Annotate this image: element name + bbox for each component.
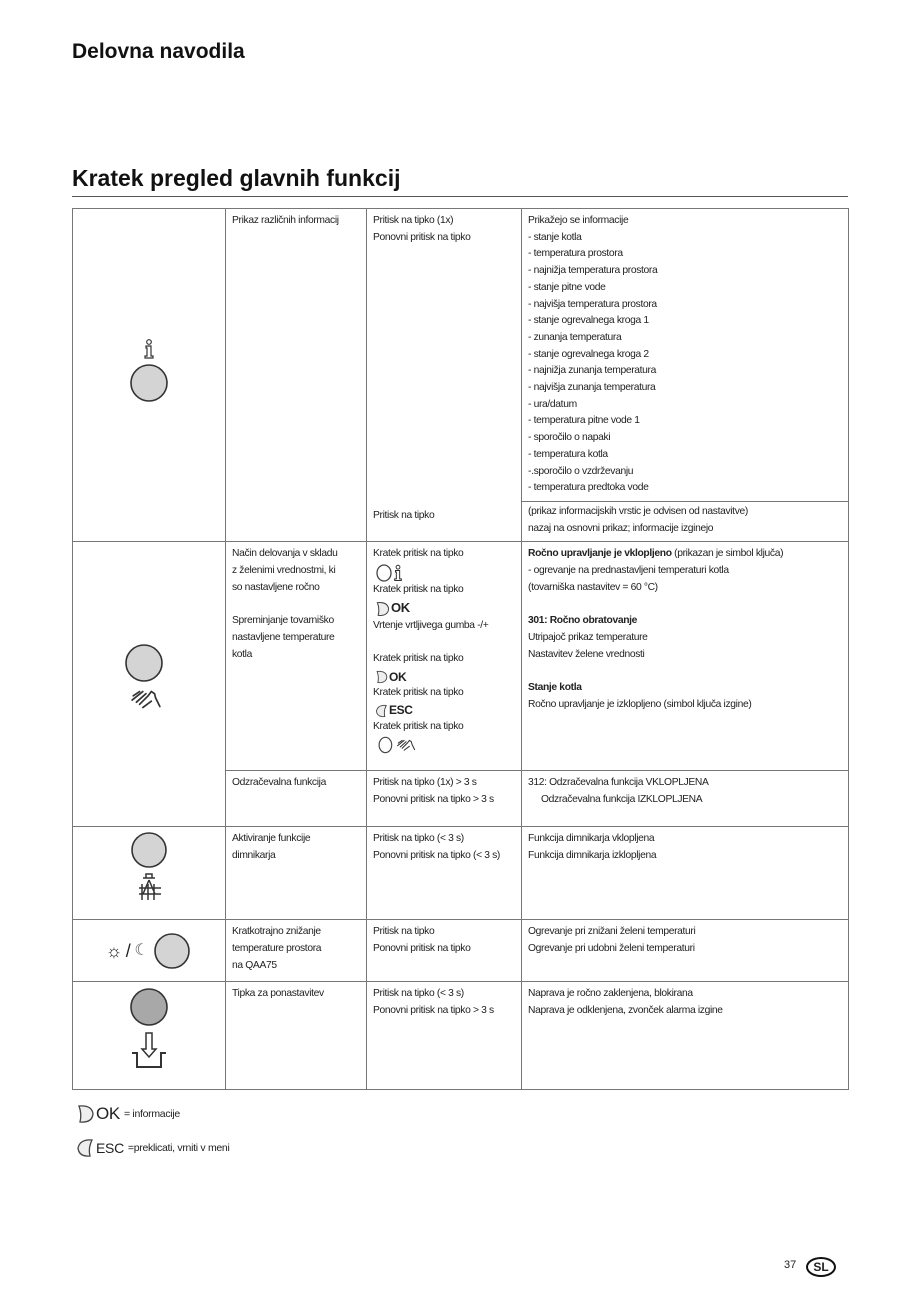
sun-icon: ☼ [105, 940, 122, 961]
action-text: Pritisk na tipko (< 3 s) [373, 833, 464, 845]
eco-button-cell [73, 920, 226, 982]
function-label: Aktiviranje funkcije [232, 833, 311, 845]
table-row-info [73, 209, 849, 502]
result-text: - ogrevanje na prednastavljeni temperaturi kotla [528, 565, 729, 577]
action-text: Kratek pritisk na tipko [373, 686, 464, 698]
ok-key-icon [375, 600, 515, 618]
info-button-icon [124, 337, 174, 407]
action-text: Ponovni pritisk na tipko [373, 231, 471, 243]
action-text: Pritisk na tipko [373, 926, 435, 938]
page-number: 37 [784, 1259, 797, 1271]
function-label: dimnikarja [232, 850, 276, 862]
result-text: Utripajoč prikaz temperature [528, 631, 648, 643]
info-button-cell [73, 209, 226, 542]
result-text: nazaj na osnovni prikaz; informacije izginejo [528, 522, 714, 534]
ok-key-icon [375, 669, 515, 685]
action-text: Kratek pritisk na tipko [373, 720, 464, 732]
result-heading: Ročno upravljanje je vklopljeno [528, 548, 672, 560]
moon-icon: ☾ [134, 941, 149, 959]
esc-label: ESC [389, 703, 413, 718]
result-text: Odzračevalna funkcija IZKLOPLJENA [541, 794, 703, 806]
eco-button-icon [152, 931, 192, 971]
action-text: Ponovni pritisk na tipko (< 3 s) [373, 850, 501, 862]
header-title: Delovna navodila [72, 40, 245, 63]
result-text: (prikazan je simbol ključa) [671, 548, 784, 560]
result-text: Naprava je odklenjena, zvonček alarma izgine [528, 1005, 723, 1017]
action-text: Pritisk na tipko (1x) > 3 s [373, 777, 477, 789]
result-text: Prikažejo se informacije [528, 215, 629, 226]
function-label: Kratkotrajno znižanje [232, 926, 321, 938]
result-text: - zunanja temperatura [528, 331, 622, 343]
ok-key-icon [76, 1103, 96, 1125]
functions-table [72, 208, 849, 1090]
chimney-button-cell [73, 827, 226, 920]
reset-button-icon [124, 985, 174, 1080]
legend-ok [76, 1103, 180, 1125]
action-text: Vrtenje vrtljivega gumba -/+ [373, 619, 489, 631]
result-text: - stanje ogrevalnega kroga 2 [528, 348, 649, 360]
action-text: Kratek pritisk na tipko [373, 653, 464, 665]
table-row-reset [73, 982, 849, 1090]
function-label: kotla [232, 648, 253, 660]
action-text: Pritisk na tipko (< 3 s) [373, 988, 464, 1000]
result-text: -.sporočilo o vzdrževanju [528, 465, 634, 477]
ok-label: OK [389, 669, 407, 684]
action-text: Ponovni pritisk na tipko [373, 943, 471, 955]
esc-label: ESC [96, 1140, 124, 1156]
result-text: Funkcija dimnikarja izklopljena [528, 850, 657, 862]
legend-text: =preklicati, vrniti v meni [127, 1142, 230, 1154]
function-label: so nastavljene ročno [232, 581, 320, 593]
legend-text: = informacije [123, 1108, 180, 1120]
slash-separator: / [125, 940, 131, 961]
language-badge: SL [806, 1257, 836, 1277]
table-row-manual [73, 542, 849, 771]
result-text: Naprava je ročno zaklenjena, blokirana [528, 988, 693, 1000]
result-text: - temperatura prostora [528, 248, 623, 260]
action-text: Kratek pritisk na tipko [373, 548, 464, 560]
result-text: Ročno upravljanje je izklopljeno (simbol ključa izgine) [528, 698, 752, 710]
legend-esc [76, 1137, 230, 1159]
result-text: - najnižja temperatura prostora [528, 265, 658, 277]
result-text: - sporočilo o napaki [528, 432, 611, 444]
divider [72, 196, 848, 197]
function-label: Prikaz različnih informacij [232, 215, 339, 226]
function-label: na QAA75 [232, 959, 277, 971]
action-text: Kratek pritisk na tipko [373, 584, 464, 596]
ok-label: OK [96, 1104, 120, 1123]
function-label: Odzračevalna funkcija [232, 777, 326, 789]
action-text: Pritisk na tipko [373, 510, 435, 522]
function-label: temperature prostora [232, 943, 322, 955]
function-label: Tipka za ponastavitev [232, 988, 324, 1000]
ok-label: OK [391, 600, 410, 616]
section-title: Kratek pregled glavnih funkcij [72, 165, 401, 191]
result-text: - stanje pitne vode [528, 281, 606, 293]
result-text: - najnižja zunanja temperatura [528, 365, 657, 377]
action-text: Ponovni pritisk na tipko > 3 s [373, 1005, 494, 1017]
result-text: - temperatura predtoka vode [528, 482, 649, 494]
result-text: - najvišja zunanja temperatura [528, 382, 656, 394]
function-label: Spreminjanje tovarniško [232, 615, 334, 627]
result-text: - temperatura kotla [528, 448, 608, 460]
table-row-chimney [73, 827, 849, 920]
result-text: 312: Odzračevalna funkcija VKLOPLJENA [528, 777, 709, 789]
result-text: Nastavitev želene vrednosti [528, 648, 645, 660]
function-label: Način delovanja v skladu [232, 548, 338, 560]
table-row-eco [73, 920, 849, 982]
manual-key-icon [375, 736, 421, 754]
result-text: - stanje ogrevalnega kroga 1 [528, 315, 649, 327]
chimney-sweep-icon [129, 830, 169, 910]
action-text: Pritisk na tipko (1x) [373, 215, 454, 226]
result-text: - temperatura pitne vode 1 [528, 415, 640, 427]
info-key-icon [375, 564, 415, 582]
result-text: Funkcija dimnikarja vklopljena [528, 833, 655, 845]
result-text: (tovarniška nastavitev = 60 °C) [528, 581, 658, 593]
result-text: - najvišja temperatura prostora [528, 298, 657, 310]
manual-button-icon [124, 641, 174, 721]
function-label: z želenimi vrednostmi, ki [232, 565, 336, 577]
result-cell [522, 209, 849, 502]
esc-key-icon [76, 1137, 96, 1159]
function-label: nastavljene temperature [232, 631, 335, 643]
reset-button-cell [73, 982, 226, 1090]
manual-button-cell [73, 542, 226, 827]
result-text: Ogrevanje pri udobni želeni temperaturi [528, 943, 695, 955]
result-heading: Stanje kotla [528, 681, 582, 693]
action-text: Ponovni pritisk na tipko > 3 s [373, 794, 494, 806]
result-text: - stanje kotla [528, 231, 582, 243]
result-text: Ogrevanje pri znižani želeni temperaturi [528, 926, 696, 938]
esc-key-icon [375, 703, 515, 719]
result-text: - ura/datum [528, 398, 577, 410]
result-heading: 301: Ročno obratovanje [528, 615, 638, 627]
result-text: (prikaz informacijskih vrstic je odvisen od nastavitve) [528, 505, 748, 517]
